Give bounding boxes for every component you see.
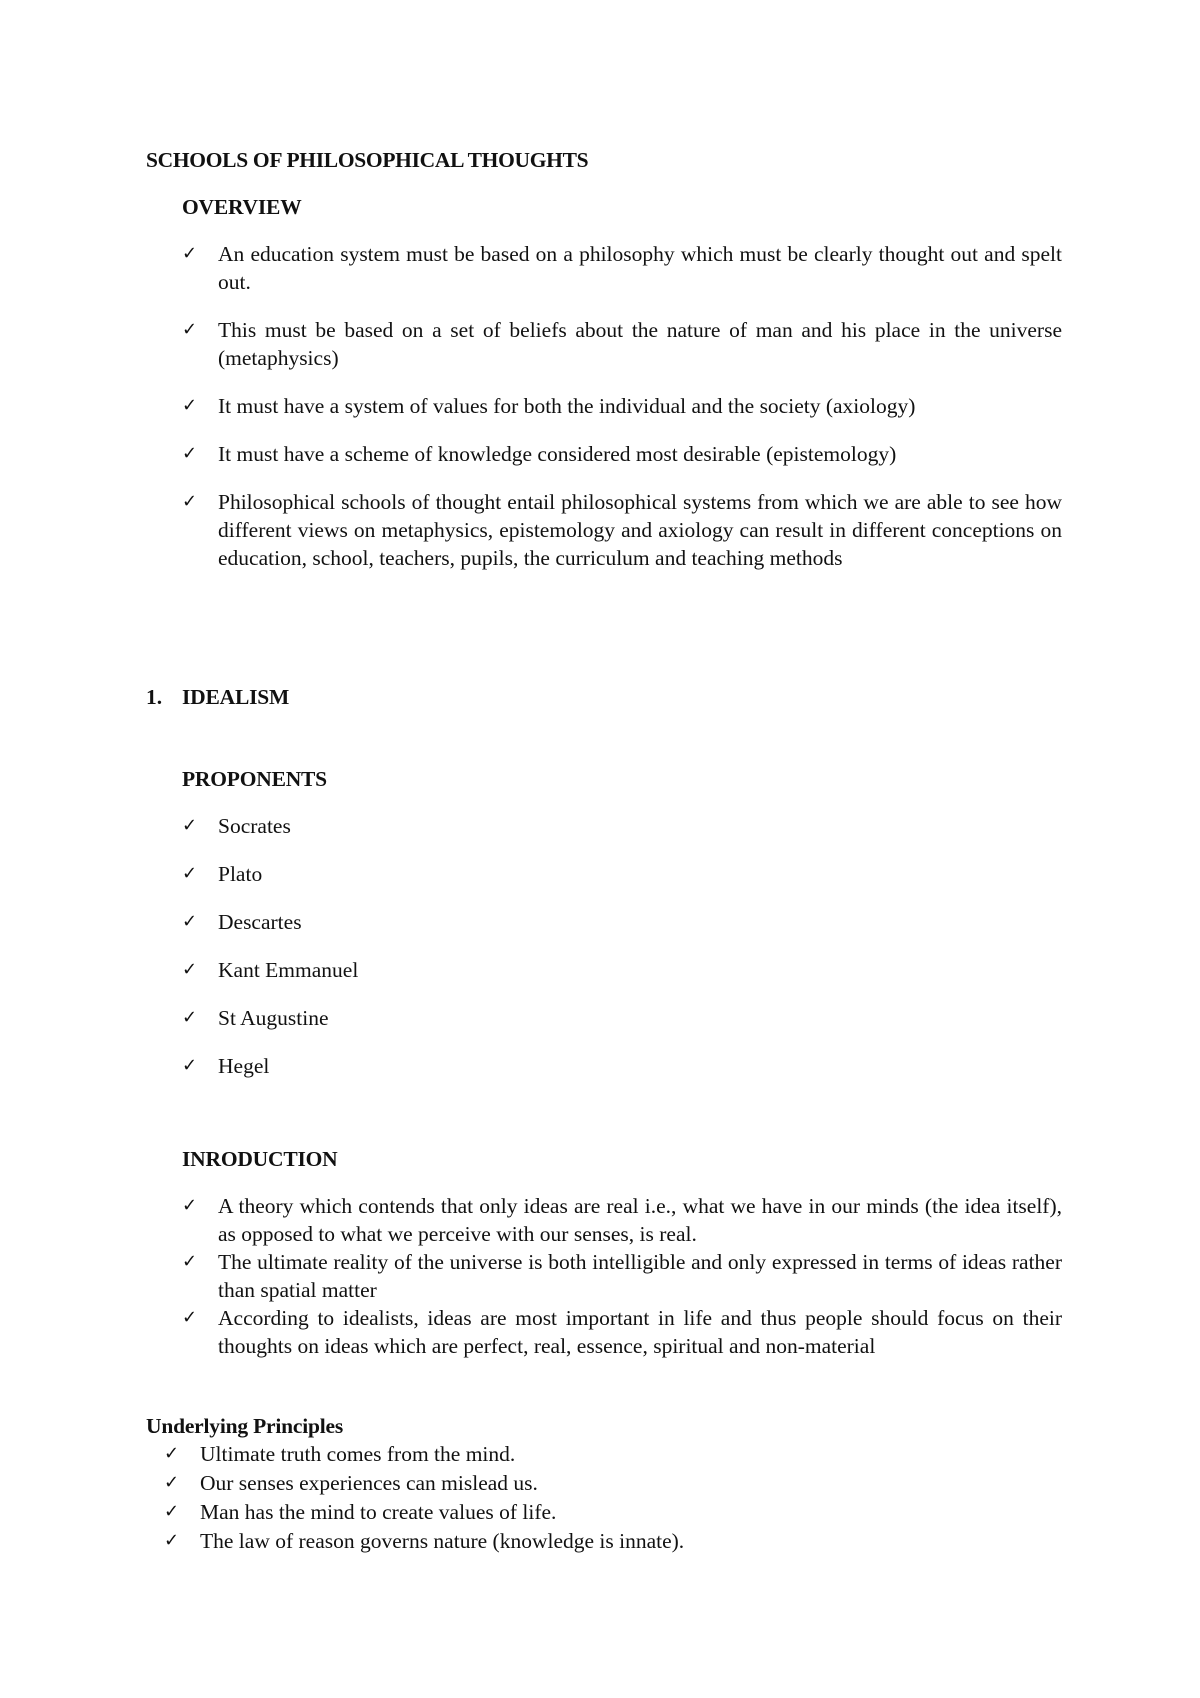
- check-mark-icon: ✓: [182, 1307, 198, 1328]
- proponents-heading: PROPONENTS: [182, 767, 327, 791]
- introduction-heading: INRODUCTION: [182, 1147, 338, 1171]
- document-title: SCHOOLS OF PHILOSOPHICAL THOUGHTS: [146, 148, 589, 172]
- check-mark-icon: ✓: [182, 863, 198, 884]
- check-mark-icon: ✓: [164, 1530, 180, 1551]
- check-mark-icon: ✓: [164, 1443, 180, 1464]
- list-item: ✓ Hegel: [182, 1054, 270, 1078]
- list-item: ✓ According to idealists, ideas are most important in life and thus people should focus on their thoughts on ideas which are perfect, real, essence, spiritual and non-material: [182, 1306, 1062, 1358]
- list-item: ✓ Ultimate truth comes from the mind.: [164, 1442, 516, 1466]
- check-mark-icon: ✓: [182, 443, 198, 464]
- check-mark-icon: ✓: [182, 1251, 198, 1272]
- check-mark-icon: ✓: [182, 243, 198, 264]
- check-mark-icon: ✓: [182, 319, 198, 340]
- list-item: ✓ St Augustine: [182, 1006, 329, 1030]
- introduction-list: [182, 1192, 1062, 1360]
- principles-list: [164, 1440, 1064, 1556]
- check-mark-icon: ✓: [182, 395, 198, 416]
- overview-heading: OVERVIEW: [182, 195, 302, 219]
- check-mark-icon: ✓: [164, 1472, 180, 1493]
- section-heading: IDEALISM: [182, 685, 290, 709]
- list-item: ✓ The law of reason governs nature (knowledge is innate).: [164, 1529, 685, 1553]
- check-mark-icon: ✓: [182, 911, 198, 932]
- check-mark-icon: ✓: [182, 1195, 198, 1216]
- list-item: ✓ Man has the mind to create values of life.: [164, 1500, 557, 1524]
- check-mark-icon: ✓: [164, 1501, 180, 1522]
- check-mark-icon: ✓: [182, 1007, 198, 1028]
- proponents-list: [182, 812, 782, 1080]
- list-item: ✓ An education system must be based on a philosophy which must be clearly thought out and spelt out.: [182, 242, 1062, 294]
- list-item: ✓ It must have a system of values for both the individual and the society (axiology): [182, 394, 916, 418]
- list-item: ✓ It must have a scheme of knowledge considered most desirable (epistemology): [182, 442, 897, 466]
- section-number: 1.: [146, 685, 163, 709]
- list-item: ✓ The ultimate reality of the universe is both intelligible and only expressed in terms of ideas rather than spatial matter: [182, 1250, 1062, 1302]
- check-mark-icon: ✓: [182, 491, 198, 512]
- list-item: ✓ Philosophical schools of thought entail philosophical systems from which we are able to see how different views on metaphysics, epistemology and axiology can result in different conceptions on education, school, teachers, pupils, the curriculum and teaching methods: [182, 490, 1062, 570]
- check-mark-icon: ✓: [182, 1055, 198, 1076]
- list-item: ✓ Socrates: [182, 814, 291, 838]
- check-mark-icon: ✓: [182, 959, 198, 980]
- overview-list: [182, 240, 1062, 592]
- list-item: ✓ Plato: [182, 862, 263, 886]
- list-item: ✓ This must be based on a set of beliefs about the nature of man and his place in the universe (metaphysics): [182, 318, 1062, 370]
- check-mark-icon: ✓: [182, 815, 198, 836]
- principles-heading: Underlying Principles: [146, 1414, 344, 1438]
- list-item: ✓ A theory which contends that only ideas are real i.e., what we have in our minds (the idea itself), as opposed to what we perceive with our senses, is real.: [182, 1194, 1062, 1246]
- list-item: ✓ Descartes: [182, 910, 302, 934]
- list-item: ✓ Kant Emmanuel: [182, 958, 359, 982]
- list-item: ✓ Our senses experiences can mislead us.: [164, 1471, 538, 1495]
